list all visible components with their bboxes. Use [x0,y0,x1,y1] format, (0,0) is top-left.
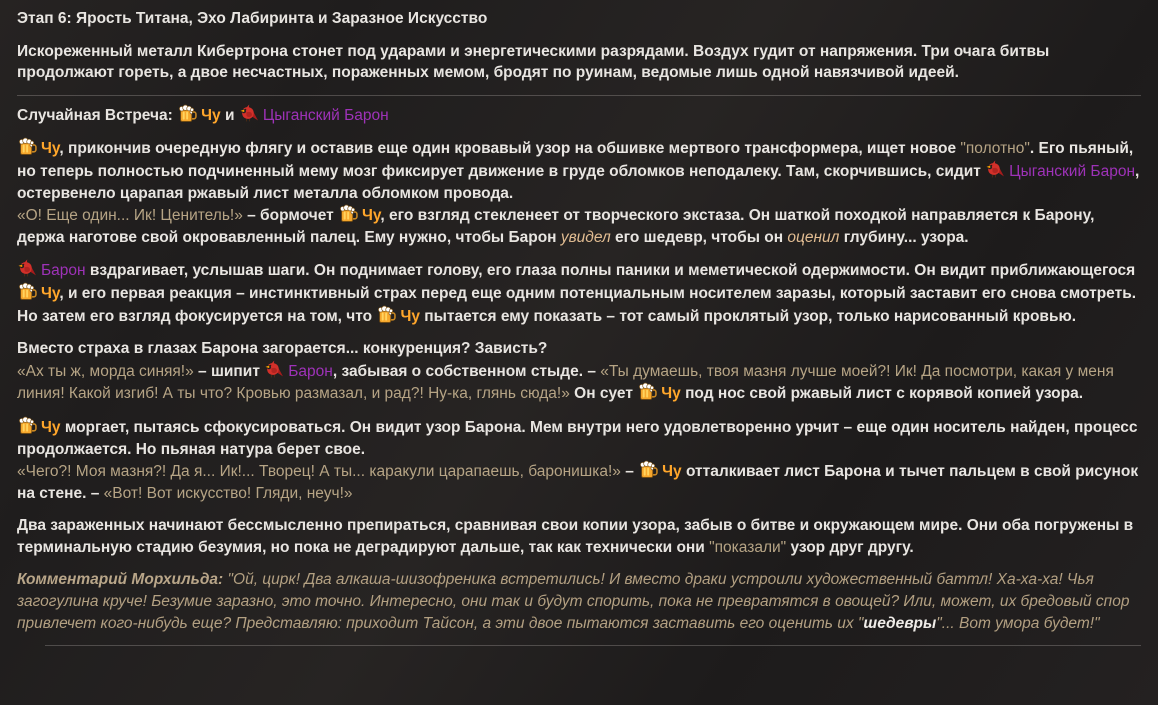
text-run: и [220,106,239,124]
beer-mug-icon [178,104,197,123]
bird-icon [986,160,1005,179]
message-body [17,8,1141,646]
paragraph-outcome [17,515,1141,558]
text-run: Чу [362,207,381,225]
stage-title [17,8,1141,30]
text-run: "полотно" [960,140,1030,158]
beer-mug-icon [339,204,358,223]
text-run: под нос свой ржавый лист с корявой копией узора. [680,385,1084,403]
text-run: Этап 6: Ярость Титана, Эхо Лабиринта и Заразное Искусство [17,10,488,27]
text-run: , и его первая реакция – инстинктивный страх перед еще одним потенциальным носителем заразы, который заставит его снова смотреть. Но затем его взгляд фокусируется на том, что [17,284,1137,325]
text-run: – [620,463,639,481]
bird-icon [240,104,259,123]
text-run: – бормочет [242,207,339,225]
text-run: шедевры [863,614,937,632]
text-run: «Ах ты ж, морда синяя!» [17,362,194,380]
text-run: его шедевр, чтобы он [610,228,788,246]
text-run: Чу [41,140,60,158]
text-run: Барон [41,262,86,280]
text-run: , прикончив очередную флягу и оставив еще один кровавый узор на обшивке мертвого трансформера, ищет новое [59,140,961,158]
section-divider-top [17,95,1141,96]
encounter-heading [17,104,1141,127]
text-run: – шипит [193,362,265,380]
text-run: Чу [400,307,420,325]
text-run: Он сует [569,385,638,403]
text-run: увидел [560,228,611,246]
text-run: вздрагивает, услышав шаги. Он поднимает голову, его глаза полны паники и меметической одержимости. Он видит приближающегося [85,262,1136,280]
paragraph-chu-retort [17,416,1141,504]
beer-mug-icon [18,282,37,301]
beer-mug-icon [18,137,37,156]
text-run: «Вот! Вот искусство! Гляди, неуч!» [103,484,353,502]
text-run: Чу [41,418,61,436]
text-run: «Ты думаешь, твоя мазня лучше моей?! Ик! Да посмотри, какая у меня линия! Какой изгиб! А ты что? Кровью размазал, и рад?! Ну-ка, глянь сюда!» [17,362,1114,403]
text-run: Два зараженных начинают бессмысленно препираться, сравнивая свои копии узора, забыв о битве и окружающем мире. Они оба погружены в терминальную стадию безумия, но пока не деградируют дальше, так как технически они [17,517,1134,556]
text-run: Вместо страха в глазах Барона загорается... конкуренция? Зависть? [17,340,548,358]
text-run: «Чего?! Моя мазня?! Да я... Ик!... Творец! А ты... каракули царапаешь, баронишка!» [17,463,621,481]
text-run: "... Вот умора будет!" [936,614,1100,632]
beer-mug-icon [377,305,396,324]
beer-mug-icon [18,416,37,435]
text-run: Цыганский Барон [262,106,389,124]
intro-paragraph [17,41,1141,84]
paragraph-chu-search [17,137,1141,248]
bird-icon [18,259,37,278]
text-run: глубину... узора. [839,228,969,246]
text-run: оценил [787,228,840,246]
text-run: Искореженный металл Кибертрона стонет под ударами и энергетическими разрядами. Воздух гудит от напряжения. Три очага битвы продолжают гореть, а двое несчастных, пораженных мемом, бродят по руинам, ведомые лишь одной навязчивой идеей. [17,42,1050,82]
text-run: Барон [288,362,333,380]
beer-mug-icon [638,382,657,401]
beer-mug-icon [639,460,658,479]
text-run: "показали" [709,538,787,556]
text-run: Чу [201,106,221,124]
text-run: "Ой, цирк! Два алкаша-шизофреника встретились! И вместо драки устроили художественный баттл! Ха-ха-ха! Чья загогулина круче! Безумие заразно, это точно. Интересно, они так и будут спорить, пока не превратятся в овощей? Или, может, их бредовый спор привлечет кого-нибудь еще? Представляю: приходит Тайсон, а эти двое пытаются заставить его оценить их " [17,571,1130,632]
morhild-comment [17,569,1141,634]
paragraph-baron-envy [17,338,1141,405]
text-run: Чу [41,284,60,302]
text-run: , его взгляд стекленеет от творческого экстаза. Он шаткой походкой направляется к Барону, держа наготове свой окровавленный палец. Ему нужно, чтобы Барон [17,207,1095,246]
text-run: , забывая о собственном стыде. – [332,362,601,380]
text-run: узор друг другу. [786,538,914,556]
text-run: Чу [661,385,681,403]
text-run: . Его пьяный, но теперь полностью подчиненный мему мозг фиксирует движение в груде обломков неподалеку. Там, скорчившись, сидит [17,140,1134,180]
text-run: Чу [662,463,682,481]
bird-icon [265,360,284,379]
text-run: моргает, пытаясь сфокусироваться. Он видит узор Барона. Мем внутри него удовлетворенно урчит – еще один носитель найден, процесс продолжается. Но пьяная натура берет свое. [17,418,1138,458]
paragraph-baron-reaction [17,259,1141,327]
text-run: , остервенело царапая ржавый лист металла обломком провода. [17,162,1140,202]
text-run: Цыганский Барон [1009,162,1136,180]
text-run: Случайная Встреча: [17,106,178,124]
text-run: пытается ему показать – тот самый проклятый узор, только нарисованный кровью. [419,307,1077,325]
section-divider-bottom [45,645,1141,646]
text-run: отталкивает лист Барона и тычет пальцем в свой рисунок на стене. – [17,463,1139,502]
text-run: «О! Еще один... Ик! Ценитель!» [17,207,243,225]
text-run: Комментарий Морхильда: [17,571,224,589]
